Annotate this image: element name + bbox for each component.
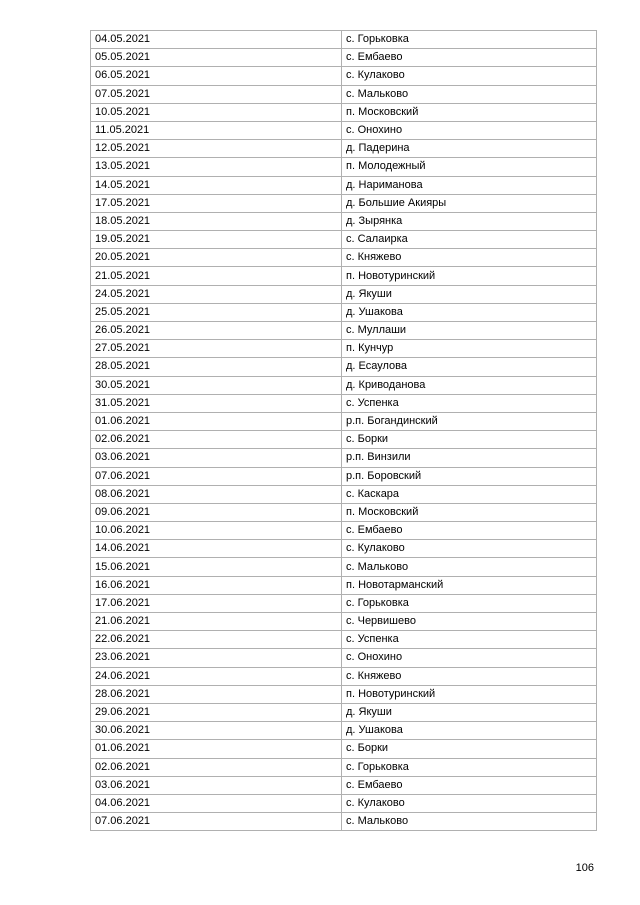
table-row [91,67,597,85]
table-row [91,176,597,194]
date-cell: 04.06.2021 [91,794,342,812]
table-row [91,631,597,649]
table-row [91,703,597,721]
date-cell: 08.06.2021 [91,485,342,503]
table-row [91,121,597,139]
place-cell: д. Якуши [342,703,597,721]
place-cell: д. Ушакова [342,722,597,740]
table-row [91,267,597,285]
place-cell: п. Новотуринский [342,685,597,703]
date-cell: 16.06.2021 [91,576,342,594]
date-cell: 21.05.2021 [91,267,342,285]
place-cell: д. Нариманова [342,176,597,194]
place-cell: с. Горьковка [342,594,597,612]
table-row [91,194,597,212]
table-row [91,140,597,158]
table-row [91,649,597,667]
table-row [91,376,597,394]
table-row [91,303,597,321]
place-cell: д. Зырянка [342,212,597,230]
date-cell: 05.05.2021 [91,49,342,67]
place-cell: р.п. Боровский [342,467,597,485]
place-cell: с. Онохино [342,649,597,667]
table-row [91,158,597,176]
date-cell: 06.05.2021 [91,67,342,85]
date-cell: 26.05.2021 [91,322,342,340]
table-row [91,667,597,685]
table-row [91,685,597,703]
table-row [91,358,597,376]
table-row [91,613,597,631]
place-cell: с. Мальково [342,813,597,831]
place-cell: с. Ембаево [342,776,597,794]
date-cell: 10.05.2021 [91,103,342,121]
table-row [91,503,597,521]
date-cell: 17.06.2021 [91,594,342,612]
date-cell: 07.06.2021 [91,467,342,485]
place-cell: с. Муллаши [342,322,597,340]
table-row [91,394,597,412]
date-cell: 30.06.2021 [91,722,342,740]
place-cell: д. Ушакова [342,303,597,321]
place-cell: с. Кулаково [342,540,597,558]
place-cell: с. Борки [342,740,597,758]
table-row [91,212,597,230]
date-cell: 24.05.2021 [91,285,342,303]
table-row [91,285,597,303]
date-cell: 17.05.2021 [91,194,342,212]
date-cell: 04.05.2021 [91,31,342,49]
table-row [91,249,597,267]
table-row [91,449,597,467]
date-cell: 14.05.2021 [91,176,342,194]
date-cell: 22.06.2021 [91,631,342,649]
date-cell: 03.06.2021 [91,449,342,467]
schedule-table [90,30,597,831]
table-row [91,558,597,576]
place-cell: с. Горьковка [342,758,597,776]
place-cell: д. Падерина [342,140,597,158]
date-cell: 14.06.2021 [91,540,342,558]
place-cell: с. Горьковка [342,31,597,49]
table-row [91,485,597,503]
place-cell: д. Криводанова [342,376,597,394]
date-cell: 19.05.2021 [91,231,342,249]
table-row [91,776,597,794]
date-cell: 02.06.2021 [91,758,342,776]
schedule-table-body [91,31,597,831]
table-row [91,85,597,103]
date-cell: 28.05.2021 [91,358,342,376]
date-cell: 02.06.2021 [91,431,342,449]
date-cell: 01.06.2021 [91,412,342,430]
place-cell: п. Московский [342,503,597,521]
date-cell: 29.06.2021 [91,703,342,721]
date-cell: 07.06.2021 [91,813,342,831]
place-cell: п. Московский [342,103,597,121]
place-cell: п. Молодежный [342,158,597,176]
table-row [91,231,597,249]
place-cell: д. Есаулова [342,358,597,376]
date-cell: 03.06.2021 [91,776,342,794]
table-row [91,576,597,594]
place-cell: с. Салаирка [342,231,597,249]
date-cell: 23.06.2021 [91,649,342,667]
table-row [91,722,597,740]
date-cell: 27.05.2021 [91,340,342,358]
table-row [91,740,597,758]
date-cell: 07.05.2021 [91,85,342,103]
table-row [91,467,597,485]
place-cell: п. Новотарманский [342,576,597,594]
date-cell: 31.05.2021 [91,394,342,412]
place-cell: с. Ембаево [342,49,597,67]
place-cell: с. Онохино [342,121,597,139]
date-cell: 01.06.2021 [91,740,342,758]
place-cell: д. Большие Акияры [342,194,597,212]
table-row [91,758,597,776]
date-cell: 15.06.2021 [91,558,342,576]
table-row [91,813,597,831]
place-cell: с. Княжево [342,667,597,685]
table-row [91,31,597,49]
place-cell: с. Каскара [342,485,597,503]
place-cell: п. Кунчур [342,340,597,358]
date-cell: 11.05.2021 [91,121,342,139]
place-cell: с. Мальково [342,558,597,576]
table-row [91,794,597,812]
place-cell: с. Мальково [342,85,597,103]
place-cell: п. Новотуринский [342,267,597,285]
place-cell: с. Кулаково [342,794,597,812]
date-cell: 21.06.2021 [91,613,342,631]
date-cell: 10.06.2021 [91,522,342,540]
page-number: 106 [575,862,594,874]
date-cell: 30.05.2021 [91,376,342,394]
place-cell: с. Кулаково [342,67,597,85]
place-cell: с. Княжево [342,249,597,267]
table-row [91,412,597,430]
date-cell: 25.05.2021 [91,303,342,321]
date-cell: 12.05.2021 [91,140,342,158]
place-cell: с. Успенка [342,394,597,412]
place-cell: с. Успенка [342,631,597,649]
date-cell: 24.06.2021 [91,667,342,685]
date-cell: 28.06.2021 [91,685,342,703]
table-row [91,322,597,340]
place-cell: с. Борки [342,431,597,449]
place-cell: с. Червишево [342,613,597,631]
place-cell: р.п. Винзили [342,449,597,467]
place-cell: д. Якуши [342,285,597,303]
date-cell: 09.06.2021 [91,503,342,521]
table-row [91,540,597,558]
date-cell: 13.05.2021 [91,158,342,176]
table-row [91,103,597,121]
table-row [91,522,597,540]
place-cell: с. Ембаево [342,522,597,540]
table-row [91,49,597,67]
date-cell: 18.05.2021 [91,212,342,230]
place-cell: р.п. Богандинский [342,412,597,430]
table-row [91,594,597,612]
date-cell: 20.05.2021 [91,249,342,267]
table-row [91,431,597,449]
table-row [91,340,597,358]
